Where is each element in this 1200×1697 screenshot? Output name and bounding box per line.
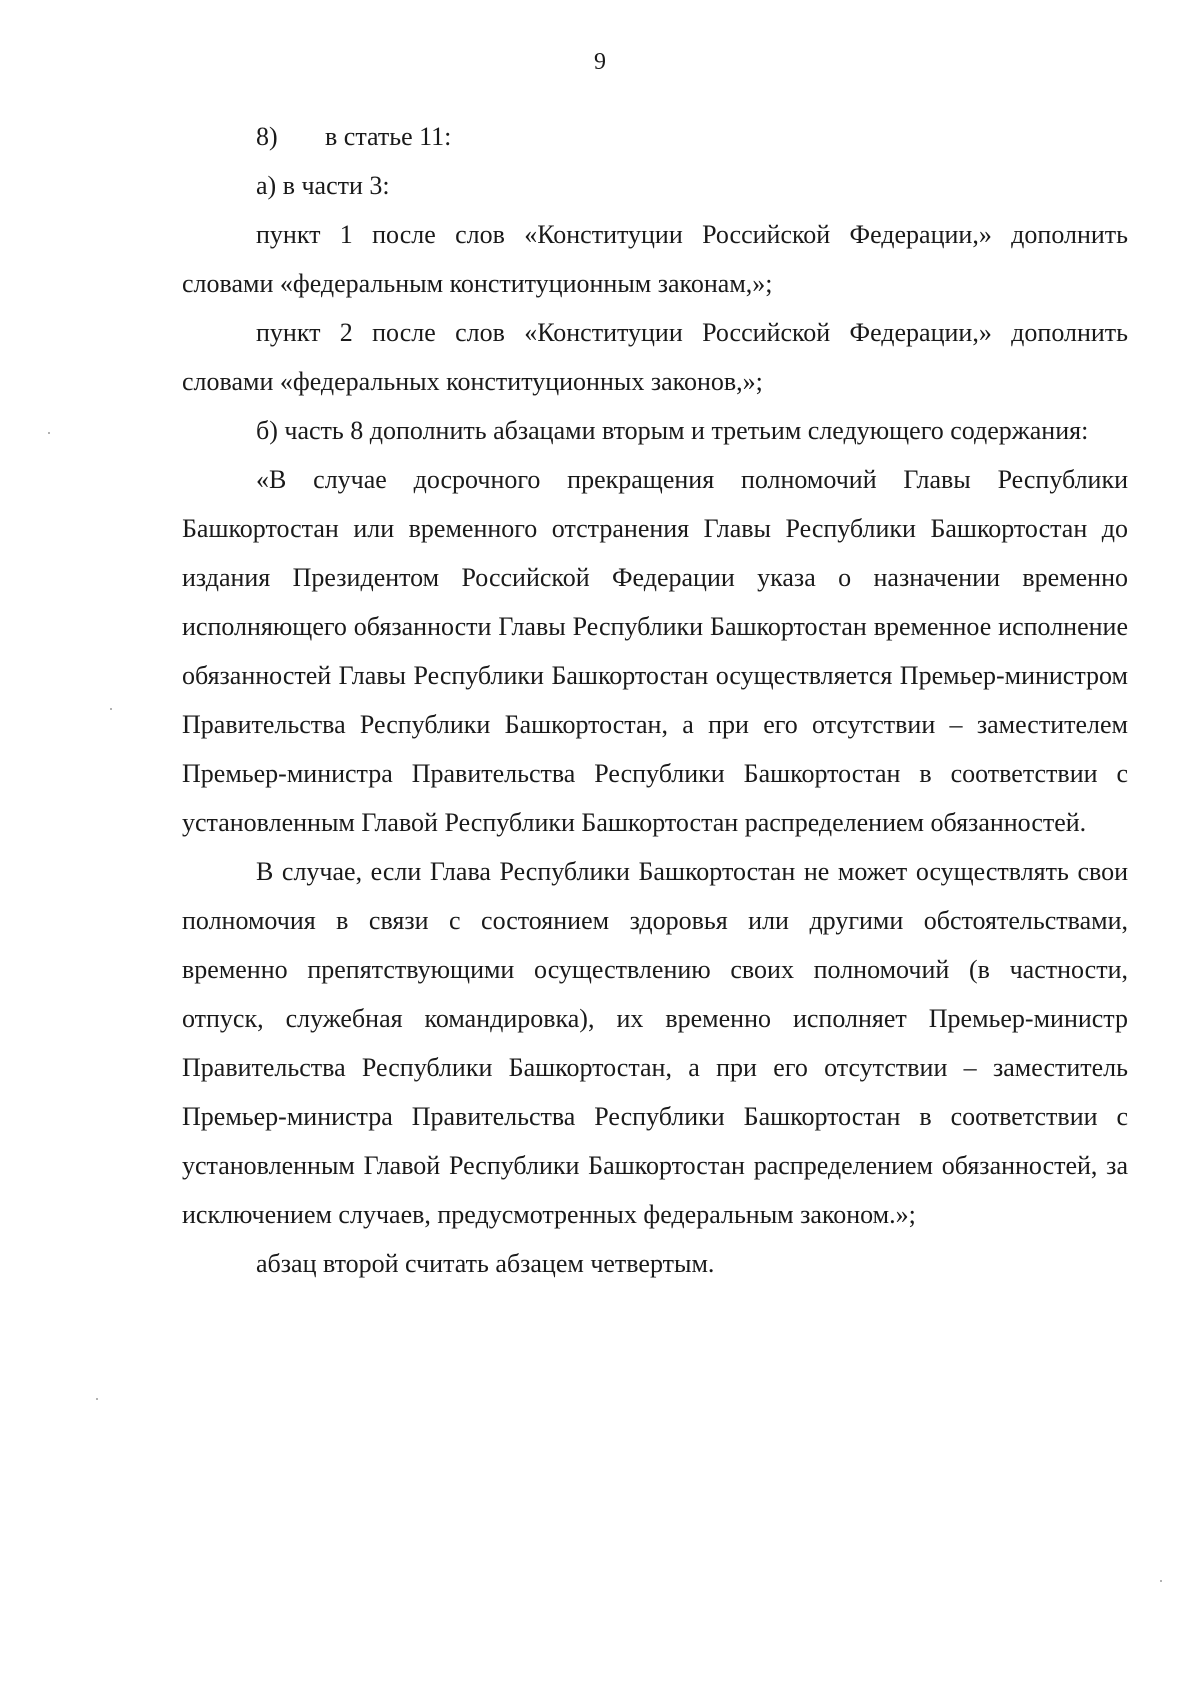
scan-speck <box>110 708 112 710</box>
scan-speck <box>48 432 50 434</box>
paragraph-quote-2: В случае, если Глава Республики Башкортостан не может осуществлять свои полномочия в связи с состоянием здоровья или другими обстоятельствами, временно препятствующими осуществлению своих полномочий (в частности, отпуск, служебная командировка), их временно исполняет Премьер-министр Правительства Республики Башкортостан, а при его отсутствии – заместитель Премьер-министра Правительства Республики Башкортостан в соответствии с установленным Главой Республики Башкортостан распределением обязанностей, за исключением случаев, предусмотренных федеральным законом.»; <box>182 857 1128 1229</box>
paragraph-quote-1: «В случае досрочного прекращения полномочий Главы Республики Башкортостан или временного отстранения Главы Республики Башкортостан до издания Президентом Российской Федерации указа о назначении временно исполняющего обязанности Главы Республики Башкортостан временное исполнение обязанностей Главы Республики Башкортостан осуществляется Премьер-министром Правительства Республики Башкортостан, а при его отсутствии – заместителем Премьер-министра Правительства Республики Башкортостан в соответствии с установленным Главой Республики Башкортостан распределением обязанностей. <box>182 465 1128 837</box>
paragraph-subitem-b: б) часть 8 дополнить абзацами вторым и третьим следующего содержания: <box>256 416 1089 445</box>
paragraph-final: абзац второй считать абзацем четвертым. <box>256 1249 715 1278</box>
document-body <box>182 112 1128 1288</box>
paragraph-point-2: пункт 2 после слов «Конституции Российской Федерации,» дополнить словами «федеральных конституционных законов,»; <box>182 318 1128 396</box>
item-number: 8) <box>256 122 278 151</box>
scan-speck <box>96 1398 98 1400</box>
scan-speck <box>1160 1580 1162 1582</box>
paragraph-point-1: пункт 1 после слов «Конституции Российской Федерации,» дополнить словами «федеральным конституционным законам,»; <box>182 220 1128 298</box>
item-text: в статье 11: <box>325 122 452 151</box>
list-item-8 <box>182 112 1128 161</box>
page-number: 9 <box>594 49 606 75</box>
paragraph-subitem-a: а) в части 3: <box>256 171 390 200</box>
